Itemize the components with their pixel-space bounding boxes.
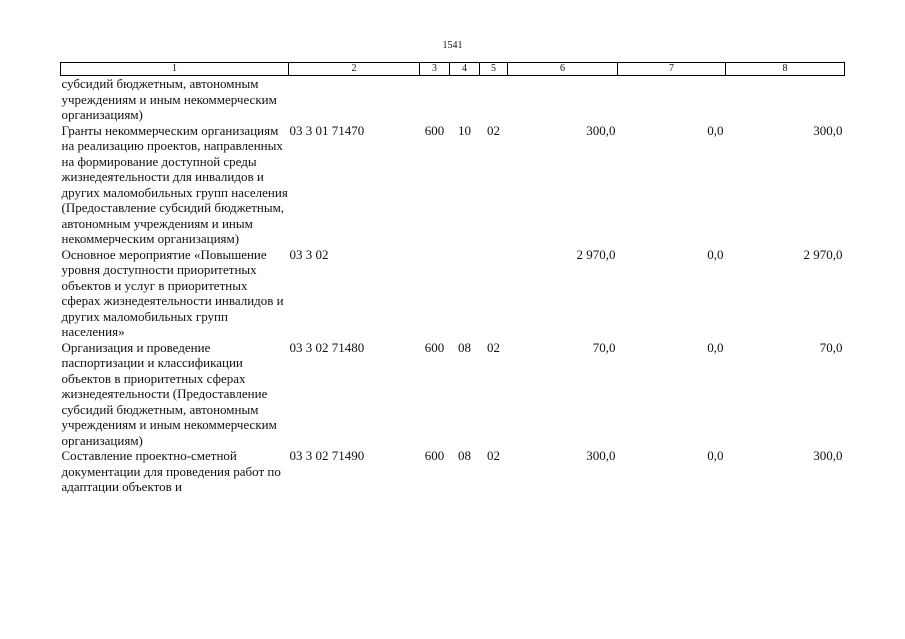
row-col-3: 600	[424, 448, 445, 463]
row-col-5: 02	[487, 448, 500, 463]
table-header	[61, 63, 845, 76]
table-row	[61, 448, 845, 495]
column-header-8: 8	[726, 63, 845, 76]
row-name: Гранты некоммерческим организациям на реализацию проектов, направленных на формирование доступной среды жизнедеятельности для инвалидов и других маломобильных групп населения (Предоставление субсидий бюджетным, автономным учреждениям и иным некоммерческим организациям)	[61, 122, 288, 246]
row-code: 03 3 01 71470	[289, 122, 365, 138]
row-col-4	[450, 76, 480, 123]
table-row	[61, 247, 845, 340]
row-name: Составление проектно-сметной документации для проведения работ по адаптации объектов и	[61, 448, 281, 494]
row-code	[289, 76, 420, 123]
row-col-3	[420, 247, 450, 340]
row-col-7: 0,0	[707, 122, 724, 138]
table-row	[61, 76, 845, 123]
row-col-8: 70,0	[819, 339, 843, 355]
row-code: 03 3 02	[289, 246, 329, 262]
column-header-2: 2	[289, 63, 420, 76]
row-col-5	[480, 247, 508, 340]
row-col-4: 08	[458, 339, 471, 355]
row-col-3: 600	[424, 122, 445, 138]
row-code: 03 3 02 71490	[289, 448, 365, 463]
row-col-4	[450, 247, 480, 340]
row-name: Организация и проведение паспортизации и классификации объектов в приоритетных сферах жизнедеятельности (Предоставление субсидий бюджетным, автономным учреждениям и иным некоммерческим организациям)	[61, 339, 277, 448]
row-col-3: 600	[424, 339, 445, 355]
column-header-4: 4	[450, 63, 480, 76]
row-col-6: 70,0	[592, 339, 616, 355]
row-col-6	[508, 76, 618, 123]
column-header-5: 5	[480, 63, 508, 76]
row-code: 03 3 02 71480	[289, 339, 365, 355]
row-col-6: 300,0	[586, 448, 616, 463]
table-row	[61, 123, 845, 247]
row-col-8: 300,0	[813, 122, 843, 138]
column-header-7: 7	[618, 63, 726, 76]
row-col-4: 08	[458, 448, 471, 463]
row-col-5	[480, 76, 508, 123]
page-number: 1541	[442, 40, 463, 51]
budget-table	[60, 62, 845, 495]
row-col-7: 0,0	[707, 448, 724, 463]
row-col-7	[618, 76, 726, 123]
row-col-8: 2 970,0	[803, 246, 843, 262]
header-row	[61, 63, 845, 76]
row-col-4: 10	[458, 122, 471, 138]
row-col-3	[420, 76, 450, 123]
row-name: Основное мероприятие «Повышение уровня доступности приоритетных объектов и услуг в приоритетных сферах жизнедеятельности инвалидов и других маломобильных групп населения»	[61, 246, 284, 339]
row-col-8	[726, 76, 845, 123]
table-row	[61, 340, 845, 449]
row-col-6: 300,0	[586, 122, 616, 138]
table-body	[61, 76, 845, 495]
row-col-5: 02	[487, 122, 500, 138]
row-col-8: 300,0	[813, 448, 843, 463]
row-name: субсидий бюджетным, автономным учреждениям и иным некоммерческим организациям)	[61, 76, 277, 122]
column-header-3: 3	[420, 63, 450, 76]
row-col-7: 0,0	[707, 246, 724, 262]
row-col-7: 0,0	[707, 339, 724, 355]
column-header-1: 1	[61, 63, 289, 76]
column-header-6: 6	[508, 63, 618, 76]
row-col-6: 2 970,0	[576, 246, 616, 262]
row-col-5: 02	[487, 339, 500, 355]
